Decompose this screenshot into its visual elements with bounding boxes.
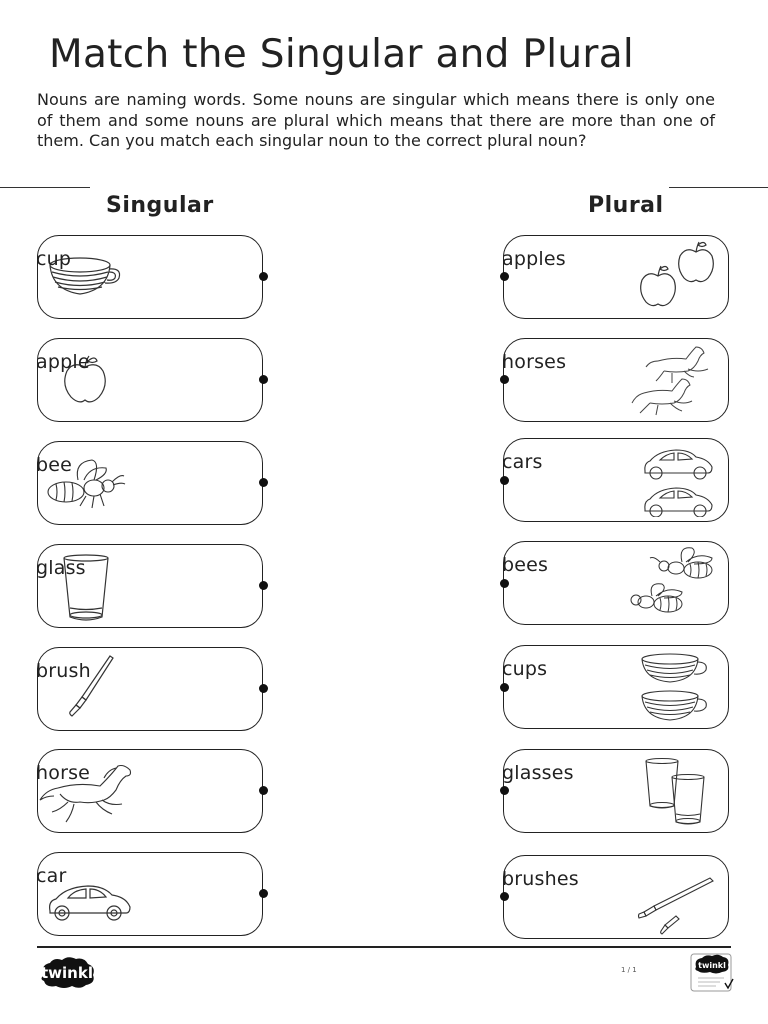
singular-card-brush[interactable] xyxy=(37,647,263,731)
plural-match-dot[interactable] xyxy=(500,786,509,795)
singular-word: apple xyxy=(36,351,90,373)
plural-card-horses[interactable] xyxy=(503,338,729,422)
singular-word: horse xyxy=(36,762,91,784)
singular-word: car xyxy=(36,865,67,887)
plural-match-dot[interactable] xyxy=(500,579,509,588)
singular-match-dot[interactable] xyxy=(259,375,268,384)
bees-icon xyxy=(628,544,720,624)
singular-card-bee[interactable] xyxy=(37,441,263,525)
singular-match-dot[interactable] xyxy=(259,478,268,487)
cups-icon xyxy=(640,652,710,726)
singular-word: glass xyxy=(36,557,86,579)
singular-card-glass[interactable] xyxy=(37,544,263,628)
singular-card-horse[interactable] xyxy=(37,749,263,833)
plural-word: brushes xyxy=(502,868,579,890)
plural-match-dot[interactable] xyxy=(500,272,509,281)
plural-word: cups xyxy=(502,658,548,680)
singular-card-apple[interactable] xyxy=(37,338,263,422)
page-title: Match the Singular and Plural xyxy=(49,32,635,77)
singular-match-dot[interactable] xyxy=(259,272,268,281)
quality-badge xyxy=(690,953,734,993)
plural-match-dot[interactable] xyxy=(500,476,509,485)
instructions-text: Nouns are naming words. Some nouns are singular which means there is only one of them and some nouns are plural which means that there are more than one of them. Can you match each singular noun to the correct plural noun? xyxy=(37,90,715,150)
horses-icon xyxy=(628,343,720,419)
plural-word: cars xyxy=(502,451,543,473)
plural-word: glasses xyxy=(502,762,574,784)
singular-match-dot[interactable] xyxy=(259,581,268,590)
left-divider xyxy=(0,187,90,188)
plural-word: apples xyxy=(502,248,566,270)
singular-heading: Singular xyxy=(106,193,214,218)
singular-match-dot[interactable] xyxy=(259,786,268,795)
singular-match-dot[interactable] xyxy=(259,684,268,693)
svg-text:twinkl: twinkl xyxy=(41,964,93,982)
right-divider xyxy=(669,187,768,188)
plural-card-apples[interactable] xyxy=(503,235,729,319)
plural-word: bees xyxy=(502,554,549,576)
plural-heading: Plural xyxy=(588,193,664,218)
brushes-icon xyxy=(636,876,716,938)
cars-icon xyxy=(642,445,716,517)
singular-match-dot[interactable] xyxy=(259,889,268,898)
plural-match-dot[interactable] xyxy=(500,375,509,384)
car-icon xyxy=(46,883,132,923)
page-number: 1 / 1 xyxy=(621,966,637,974)
plural-card-glasses[interactable] xyxy=(503,749,729,833)
singular-card-cup[interactable] xyxy=(37,235,263,319)
plural-match-dot[interactable] xyxy=(500,683,509,692)
twinkl-logo xyxy=(38,955,96,989)
plural-card-cars[interactable] xyxy=(503,438,729,522)
singular-card-car[interactable] xyxy=(37,852,263,936)
apples-icon xyxy=(634,238,722,314)
plural-match-dot[interactable] xyxy=(500,892,509,901)
svg-text:twinkl: twinkl xyxy=(698,961,726,970)
singular-word: brush xyxy=(36,660,91,682)
footer-divider xyxy=(37,946,731,948)
singular-word: cup xyxy=(36,248,72,270)
plural-card-cups[interactable] xyxy=(503,645,729,729)
singular-word: bee xyxy=(36,454,73,476)
glasses-icon xyxy=(642,756,710,830)
plural-card-bees[interactable] xyxy=(503,541,729,625)
plural-card-brushes[interactable] xyxy=(503,855,729,939)
plural-word: horses xyxy=(502,351,567,373)
